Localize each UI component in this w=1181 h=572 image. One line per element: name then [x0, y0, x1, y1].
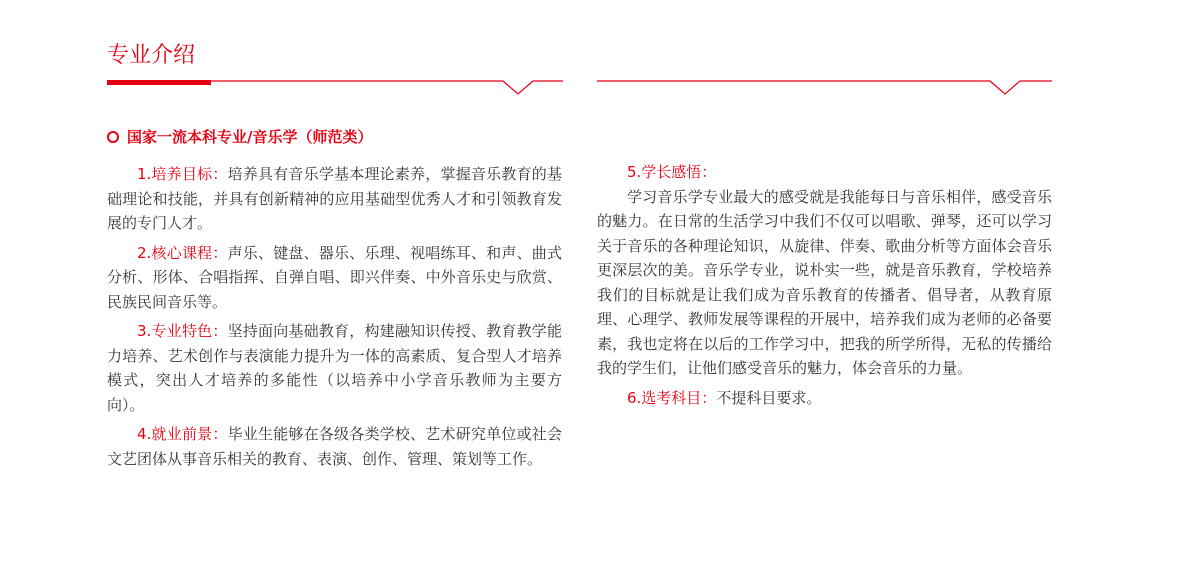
section-label: 4.就业前景： — [137, 425, 228, 443]
section-senior-reflection-heading — [597, 160, 1052, 185]
section-training-goal — [107, 162, 562, 236]
section-text: 学习音乐学专业最大的感受就是我能每日与音乐相伴，感受音乐的魅力。在日常的生活学习中我们不仅可以唱歌、弹琴，还可以学习关于音乐的各种理论知识，从旋律、伴奏、歌曲分析等方面体会音乐更深层次的美。音乐学专业，说朴实一些，就是音乐教育，学校培养我们的目标就是让我们成为音乐教育的传播者、倡导者，从教育原理、心理学、教师发展等课程的开展中，培养我们成为老师的必备要素，我也定将在以后的工作学习中，把我的所学所得，无私的传播给我的学生们，让他们感受音乐的魅力，体会音乐的力量。 — [597, 187, 1052, 377]
right-column — [597, 160, 1052, 415]
left-column — [107, 162, 562, 476]
section-label: 3.专业特色： — [137, 322, 228, 340]
section-elective-subjects — [597, 386, 1052, 411]
header-rule-right — [597, 72, 1052, 98]
section-core-courses — [107, 241, 562, 315]
section-text: 毕业生能够在各级各类学校、艺术研究单位或社会文艺团体从事音乐相关的教育、表演、创作、管理、策划等工作。 — [107, 425, 562, 468]
section-label: 5.学长感悟： — [627, 163, 717, 181]
section-senior-reflection-body — [597, 185, 1052, 381]
section-program-features — [107, 319, 562, 417]
section-label: 2.核心课程： — [137, 243, 228, 262]
section-label: 1.培养目标： — [137, 165, 228, 183]
header-rule-left — [107, 72, 563, 98]
section-text: 不提科目要求。 — [716, 388, 822, 407]
section-label: 6.选考科目： — [627, 388, 717, 407]
section-text: 坚持面向基础教育，构建融知识传授、教育教学能力培养、艺术创作与表演能力提升为一体的高素质、复合型人才培养模式，突出人才培养的多能性（以培养中小学音乐教师为主要方向）。 — [107, 322, 562, 414]
program-heading — [107, 127, 372, 147]
section-career-prospects — [107, 422, 562, 471]
section-text: 培养具有音乐学基本理论素养，掌握音乐教育的基础理论和技能，并具有创新精神的应用基础型优秀人才和引领教育发展的专门人才。 — [107, 165, 562, 232]
circle-bullet-icon — [107, 131, 119, 143]
program-title: 国家一流本科专业/音乐学（师范类） — [127, 128, 373, 146]
section-title: 专业介绍 — [107, 43, 196, 68]
section-text: 声乐、键盘、器乐、乐理、视唱练耳、和声、曲式分析、形体、合唱指挥、自弹自唱、即兴伴奏、中外音乐史与欣赏、民族民间音乐等。 — [107, 243, 562, 311]
